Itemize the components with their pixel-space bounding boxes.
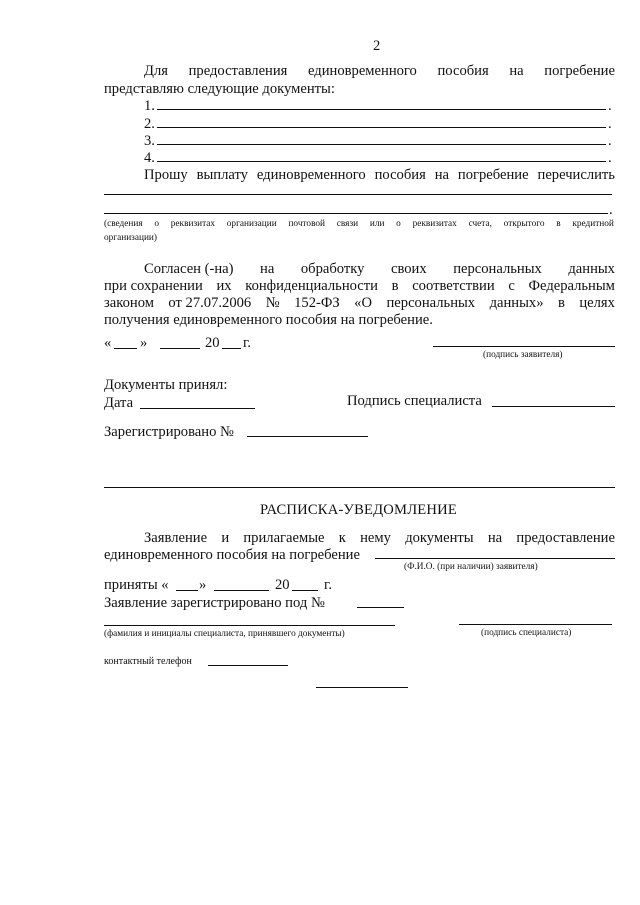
intro-word: пособия [437, 63, 489, 79]
document-item-end: . [608, 98, 612, 114]
receipt-line1 [144, 531, 615, 546]
consent-word: персональных [453, 261, 542, 277]
documents-intro-line2: представляю следующие документы: [104, 81, 335, 97]
receipt-year-prefix: 20 [275, 577, 290, 593]
intro-word: единовременного [308, 63, 417, 79]
receipt-signature-caption: (подпись специалиста) [481, 628, 572, 638]
document-item-number: 4. [144, 150, 155, 166]
document-item-field[interactable] [157, 161, 606, 162]
consent-line2 [104, 279, 615, 294]
accepted-close-quote: » [199, 577, 207, 593]
consent-word: персональных [386, 295, 476, 311]
payment-details-field[interactable] [104, 194, 612, 195]
caption-word: или [369, 219, 385, 229]
receipt-line2: единовременного пособия на погребение [104, 547, 360, 563]
year-suffix: г. [243, 335, 251, 351]
registration-number-field[interactable] [247, 436, 368, 437]
year-prefix: 20 [205, 335, 220, 351]
consent-word: их [216, 278, 232, 294]
intro-word: погребение [544, 63, 615, 79]
payment-caption-line2: организации) [104, 233, 158, 243]
consent-word: своих [390, 261, 427, 277]
page-number: 2 [373, 38, 381, 54]
receipt-year-field[interactable] [292, 590, 318, 591]
specialist-name-field[interactable] [104, 625, 395, 626]
document-item-end: . [608, 150, 612, 166]
caption-word: счета, [468, 219, 492, 229]
document-item-field[interactable] [157, 144, 606, 145]
payment-word: пособия [374, 167, 426, 183]
receipt-word: нему [360, 530, 391, 546]
applicant-signature-caption: (подпись заявителя) [483, 350, 563, 360]
intro-word: предоставления [188, 63, 288, 79]
payment-word: перечислить [537, 167, 615, 183]
caption-word: о [154, 219, 160, 229]
payment-word: выплату [196, 167, 248, 183]
intro-word: Для [144, 63, 168, 79]
fio-caption: (Ф.И.О. (при наличии) заявителя) [404, 562, 538, 572]
document-item-number: 2. [144, 116, 155, 132]
consent-word: целях [579, 295, 615, 311]
receipt-word: к [338, 530, 346, 546]
payment-word: единовременного [256, 167, 366, 183]
payment-word: Прошу [144, 167, 188, 183]
applicant-fio-field[interactable] [375, 558, 615, 559]
intro-word: на [509, 63, 524, 79]
consent-word: 152-ФЗ [294, 295, 340, 311]
receipt-month-field[interactable] [214, 590, 269, 591]
receipt-word: документы [405, 530, 474, 546]
consent-word: Согласен (-на) [144, 261, 234, 277]
receipt-registration-field[interactable] [357, 607, 404, 608]
document-item-end: . [608, 116, 612, 132]
receipt-word: Заявление [144, 530, 208, 546]
end-divider [316, 687, 408, 688]
caption-word: почтовой [288, 219, 326, 229]
accepted-prefix: приняты « [104, 577, 169, 593]
accepted-heading: Документы принял: [104, 377, 228, 393]
consent-word: на [260, 261, 275, 277]
document-item-end: . [608, 133, 612, 149]
consent-word: обработку [300, 261, 365, 277]
payment-line-end: . [609, 202, 613, 218]
payment-request-line [144, 168, 615, 183]
receipt-word: и [221, 530, 230, 546]
consent-word: от 27.07.2006 [168, 295, 252, 311]
consent-word: «О [354, 295, 373, 311]
consent-line4: получения единовременного пособия на погребение. [104, 312, 433, 328]
caption-word: открытого [503, 219, 545, 229]
year-field[interactable] [222, 348, 241, 349]
documents-intro-line [144, 64, 615, 79]
receipt-registered-label: Заявление зарегистрировано под № [104, 595, 325, 611]
specialist-caption: (фамилия и инициалы специалиста, принявшего документы) [104, 629, 345, 639]
caption-word: в [556, 219, 561, 229]
cut-line [104, 487, 615, 488]
registered-label: Зарегистрировано № [104, 424, 234, 440]
consent-word: при сохранении [104, 278, 203, 294]
consent-line1 [144, 262, 615, 277]
consent-word: данных» [489, 295, 544, 311]
consent-word: данных [568, 261, 615, 277]
accept-date-field[interactable] [140, 408, 255, 409]
applicant-signature-field[interactable] [433, 346, 615, 347]
caption-word: реквизитах [170, 219, 216, 229]
receipt-word: прилагаемые [243, 530, 325, 546]
payment-caption-line [104, 220, 614, 229]
day-field[interactable] [114, 348, 137, 349]
consent-word: соответствии [412, 278, 495, 294]
document-item-number: 3. [144, 133, 155, 149]
document-item-number: 1. [144, 98, 155, 114]
consent-word: Федеральным [528, 278, 615, 294]
receipt-word: на [487, 530, 503, 546]
month-field[interactable] [160, 348, 200, 349]
caption-word: реквизитах [412, 219, 457, 229]
date-open-quote: « [104, 335, 112, 351]
caption-word: кредитной [572, 219, 614, 229]
consent-word: в [557, 295, 565, 311]
payment-details-field[interactable] [104, 213, 608, 214]
payment-word: на [434, 167, 450, 183]
receipt-word: предоставление [516, 530, 615, 546]
caption-word: организации [226, 219, 277, 229]
phone-field[interactable] [208, 665, 288, 666]
phone-label: контактный телефон [104, 656, 192, 667]
receipt-day-field[interactable] [176, 590, 198, 591]
consent-line3 [104, 296, 615, 311]
specialist-signature-label: Подпись специалиста [347, 393, 482, 409]
consent-word: № [265, 295, 280, 311]
consent-word: в [391, 278, 399, 294]
caption-word: (сведения [104, 219, 143, 229]
consent-word: с [508, 278, 515, 294]
payment-word: погребение [457, 167, 529, 183]
caption-word: связи [336, 219, 359, 229]
document-item-field[interactable] [157, 109, 606, 110]
consent-word: законом [104, 295, 154, 311]
document-item-field[interactable] [157, 127, 606, 128]
caption-word: о [396, 219, 401, 229]
receipt-signature-field[interactable] [459, 624, 612, 625]
receipt-year-suffix: г. [324, 577, 332, 593]
specialist-signature-field[interactable] [492, 406, 615, 407]
consent-word: конфиденциальности [245, 278, 378, 294]
receipt-title: РАСПИСКА-УВЕДОМЛЕНИЕ [260, 502, 457, 518]
date-label: Дата [104, 395, 134, 411]
date-close-quote: » [140, 335, 148, 351]
